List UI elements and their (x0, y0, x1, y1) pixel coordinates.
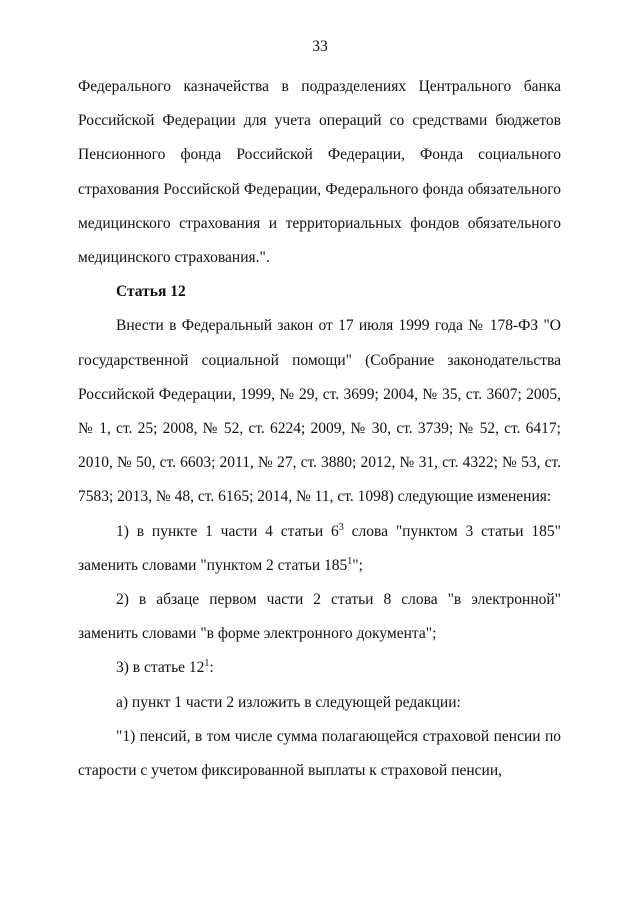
list-item-3-text-a: 3) в статье 12 (116, 659, 205, 677)
list-subitem-a: а) пункт 1 части 2 изложить в следующей редакции: (116, 693, 461, 711)
article-heading: Статья 12 (116, 283, 186, 301)
superscript: 1 (347, 555, 353, 567)
list-item-1-text-b: слова "пунктом 3 статьи 185" заменить словами "пунктом 2 статьи 185 (78, 522, 561, 574)
list-item-3-text-b: : (209, 659, 214, 677)
document-body (78, 70, 561, 788)
list-item-1-text-a: 1) в пункте 1 части 4 статьи 6 (116, 522, 339, 540)
superscript: 1 (204, 658, 210, 670)
list-item-2: 2) в абзаце первом части 2 статьи 8 слова "в электронной" заменить словами "в форме электронного документа"; (78, 591, 561, 643)
page-number: 33 (312, 38, 328, 55)
list-item-1 (78, 515, 561, 583)
list-item-3 (78, 651, 561, 685)
paragraph-quoted-text: "1) пенсий, в том числе сумма полагающейся страховой пенсии по старости с учетом фиксированной выплаты к страховой пенсии, (78, 727, 561, 780)
paragraph-amendment-intro: Внести в Федеральный закон от 17 июля 1999 года № 178-ФЗ "О государственной социальной помощи" (Собрание законодательства Российской Федерации, 1999, № 29, ст. 3699; 2004, № 35, ст. 3607; 2005, № 1, ст. 25; 2008, № 52, ст. 6224; 2009, № 30, ст. 3739; № 52, ст. 6417; 2010, № 50, ст. 6603; 2011, № 27, ст. 3880; 2012, № 31, ст. 4322; № 53, ст. 7583; 2013, № 48, ст. 6165; 2014, № 11, ст. 1098) следующие изменения: (78, 317, 561, 506)
superscript: 3 (338, 521, 344, 533)
list-item-1-text-c: "; (352, 556, 363, 574)
paragraph-continuation: Федерального казначейства в подразделениях Центрального банка Российской Федерации для учета операций со средствами бюджетов Пенсионного фонда Российской Федерации, Фонда социального страхования Российской Федерации, Федерального фонда обязательного медицинского страхования и территориальных фондов обязательного медицинского страхования.". (78, 78, 561, 267)
